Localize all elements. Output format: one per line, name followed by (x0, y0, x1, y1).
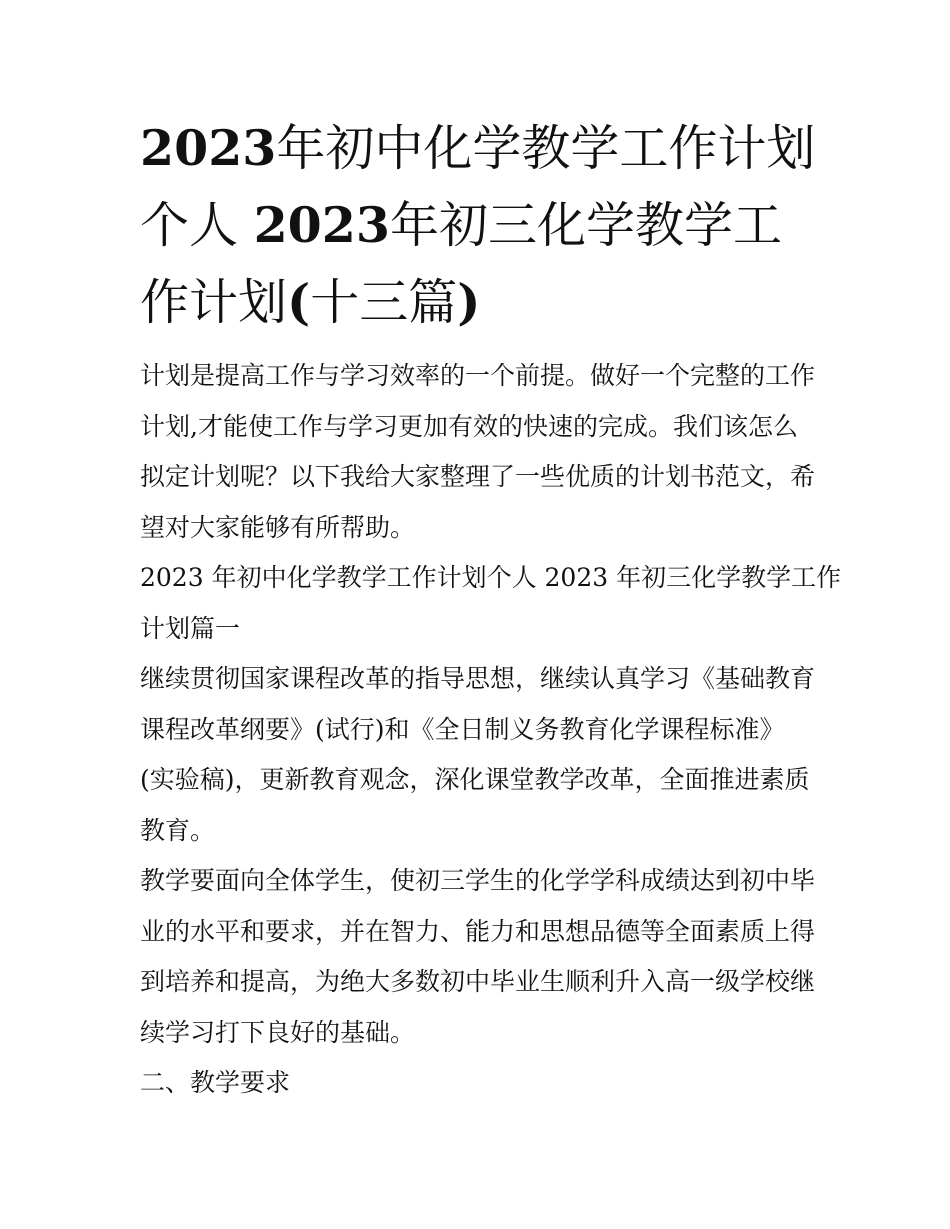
body-paragraph (140, 654, 820, 856)
text-line: 二、教学要求 (140, 1068, 291, 1097)
title-line-3 (140, 264, 820, 341)
intro-paragraph (140, 351, 820, 553)
document-title (140, 110, 820, 341)
title-line-2 (140, 187, 820, 264)
title-text: 年初中化学教学工作计划 (276, 120, 816, 177)
text-line: 继续贯彻国家课程改革的指导思想，继续认真学习《基础教育 (140, 664, 816, 693)
text-line: 2023 年初中化学教学工作计划个人 2023 年初三化学教学工作 (140, 563, 842, 592)
text-line: 计划,才能使工作与学习更加有效的快速的完成。我们该怎么 (140, 411, 798, 441)
section-heading-paragraph (140, 553, 842, 654)
section-heading (140, 1058, 820, 1109)
text-line: 计划是提高工作与学习效率的一个前提。做好一个完整的工作 (140, 361, 816, 390)
text-line: (实验稿)，更新教育观念，深化课堂教学改革，全面推进素质 (140, 765, 810, 794)
text-line: 到培养和提高，为绝大多数初中毕业生顺利升入高一级学校继 (140, 967, 816, 996)
title-line-1 (140, 110, 820, 187)
body-paragraph (140, 856, 820, 1058)
title-paren: ) (457, 273, 481, 331)
title-text: 年初三化学教学工 (389, 197, 782, 254)
text-line: 续学习打下良好的基础。 (140, 1017, 416, 1047)
title-text: 十三篇 (310, 274, 458, 331)
title-year: 2023 (253, 196, 390, 254)
text-line: 计划篇一 (140, 613, 241, 643)
text-line: 教育。 (140, 815, 216, 845)
document-body (140, 110, 842, 1109)
text-line: 望对大家能够有所帮助。 (140, 512, 416, 542)
title-text: 作计划 (140, 274, 288, 331)
title-year: 2023 (140, 119, 277, 177)
title-text: 个人 (140, 197, 254, 254)
text-line: 拟定计划呢？以下我给大家整理了一些优质的计划书范文，希 (140, 462, 816, 491)
text-line: 业的水平和要求，并在智力、能力和思想品德等全面素质上得 (140, 916, 816, 946)
text-line: 课程改革纲要》(试行)和《全日制义务教育化学课程标准》 (140, 714, 785, 744)
title-paren: ( (287, 273, 311, 331)
text-line: 教学要面向全体学生，使初三学生的化学学科成绩达到初中毕 (140, 866, 816, 895)
